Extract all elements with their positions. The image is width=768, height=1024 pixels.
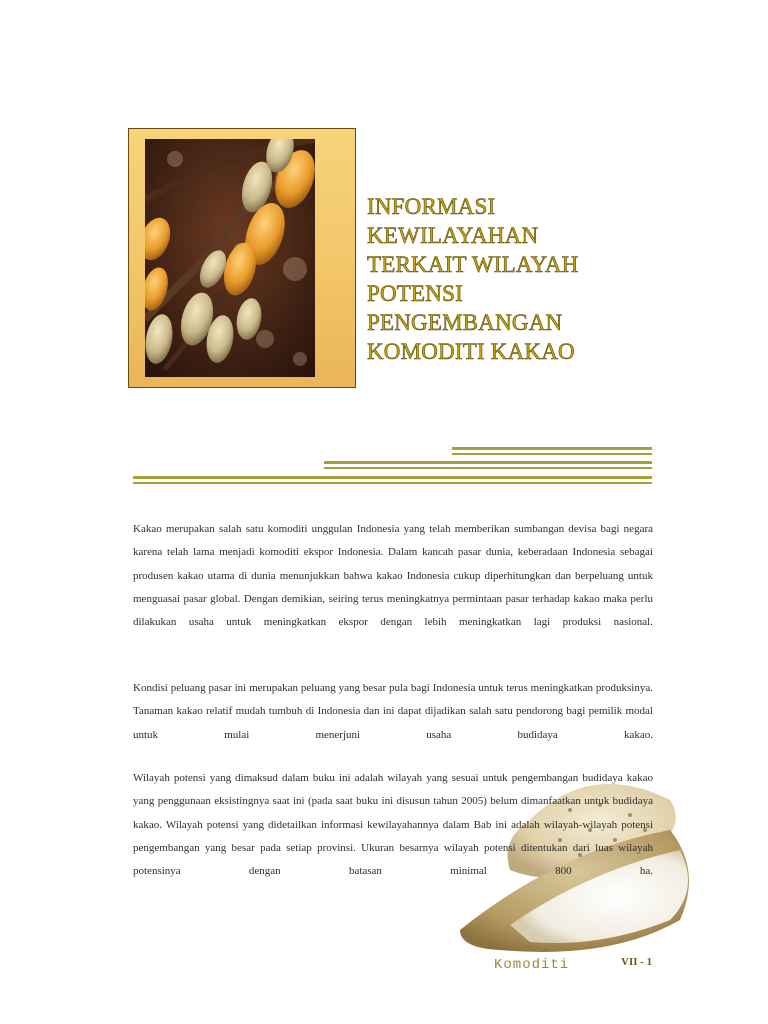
divider-rule (324, 461, 652, 464)
divider-rule (133, 482, 652, 484)
divider-rule (324, 467, 652, 469)
title-line: PENGEMBANGAN (367, 310, 563, 335)
divider-rule (133, 476, 652, 479)
title-line: KOMODITI KAKAO (367, 339, 575, 364)
page-number: VII - 1 (621, 956, 653, 968)
title-line: TERKAIT WILAYAH (367, 252, 579, 277)
cacao-pods-photo (145, 139, 315, 377)
body-paragraph: Kakao merupakan salah satu komoditi unggulan Indonesia yang telah memberikan sumbangan devisa bagi negara karena telah lama menjadi komoditi ekspor Indonesia. Dalam kancah pasar dunia, keberadaan Indonesia sebagai produsen kakao utama di dunia menunjukkan bahwa kakao Indonesia cukup diperhitungkan dan berpeluang untuk menguasai pasar global. Dengan demikian, seiring terus meningkatnya permintaan pasar terhadap kakao maka perlu dilakukan usaha untuk meningkatkan ekspor dengan lebih meningkatkan lagi produksi nasional. (133, 523, 653, 629)
divider-rule (452, 447, 652, 450)
footer-section-label: Komoditi (494, 957, 570, 973)
divider-rule (452, 453, 652, 455)
title-line: KEWILAYAHAN (367, 223, 539, 248)
cover-photo-frame (128, 128, 356, 388)
body-paragraph: Kondisi peluang pasar ini merupakan peluang yang besar pula bagi Indonesia untuk terus meningkatkan produksinya. Tanaman kakao relatif mudah tumbuh di Indonesia dan ini dapat dijadikan salah satu pendorong bagi pemilik modal untuk mulai menerjuni usaha budidaya kakao. (133, 682, 653, 741)
body-paragraph: Wilayah potensi yang dimaksud dalam buku ini adalah wilayah yang sesuai untuk pengembangan budidaya kakao yang penggunaan eksistingnya saat ini (pada saat buku ini disusun tahun 2005) belum dimanfaatkan untuk budidaya kakao. Wilayah potensi yang didetailkan informasi kewilayahannya dalam Bab ini adalah wilayah-wilayah potensi pengembangan yang besar pada setiap provinsi. Ukuran besarnya wilayah potensi ditentukan dari luas wilayah potensinya dengan batasan minimal 800 ha. (133, 772, 653, 878)
page-title (367, 192, 667, 366)
title-line: POTENSI (367, 281, 463, 306)
title-line: INFORMASI (367, 194, 496, 219)
